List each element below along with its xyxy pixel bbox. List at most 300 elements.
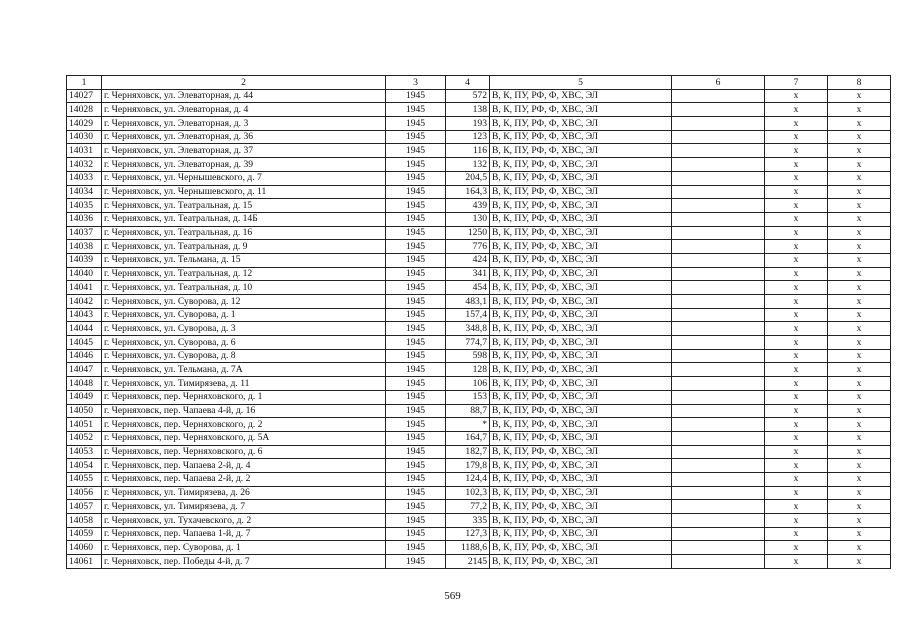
cell-utilities: В, К, ПУ, РФ, Ф, ХВС, ЭЛ	[490, 103, 672, 117]
cell-address: г. Черняховск, ул. Элеваторная, д. 39	[102, 158, 386, 172]
cell-utilities: В, К, ПУ, РФ, Ф, ХВС, ЭЛ	[490, 117, 672, 131]
cell-address: г. Черняховск, ул. Тельмана, д. 15	[102, 253, 386, 267]
cell-column-7: х	[765, 103, 828, 117]
cell-utilities: В, К, ПУ, РФ, Ф, ХВС, ЭЛ	[490, 267, 672, 281]
cell-address: г. Черняховск, ул. Театральная, д. 9	[102, 240, 386, 254]
cell-column-7: х	[765, 390, 828, 404]
cell-column-6	[672, 445, 765, 459]
column-header-4: 4	[446, 76, 490, 90]
cell-column-6	[672, 199, 765, 213]
cell-column-8: х	[828, 226, 891, 240]
cell-column-6	[672, 89, 765, 103]
cell-column-6	[672, 514, 765, 528]
cell-column-7: х	[765, 555, 828, 569]
cell-year: 1945	[386, 253, 446, 267]
cell-record-number: 14038	[67, 240, 102, 254]
column-header-7: 7	[765, 76, 828, 90]
cell-year: 1945	[386, 130, 446, 144]
cell-record-number: 14042	[67, 295, 102, 309]
cell-year: 1945	[386, 500, 446, 514]
cell-area: 776	[446, 240, 490, 254]
table-row	[67, 185, 891, 199]
cell-area: 153	[446, 390, 490, 404]
cell-record-number: 14041	[67, 281, 102, 295]
cell-column-7: х	[765, 377, 828, 391]
cell-utilities: В, К, ПУ, РФ, Ф, ХВС, ЭЛ	[490, 158, 672, 172]
cell-column-7: х	[765, 431, 828, 445]
cell-area: 774,7	[446, 336, 490, 350]
cell-address: г. Черняховск, ул. Театральная, д. 15	[102, 199, 386, 213]
column-header-8: 8	[828, 76, 891, 90]
cell-year: 1945	[386, 336, 446, 350]
table-row	[67, 459, 891, 473]
cell-column-7: х	[765, 240, 828, 254]
cell-record-number: 14040	[67, 267, 102, 281]
cell-column-7: х	[765, 472, 828, 486]
cell-area: *	[446, 418, 490, 432]
cell-column-7: х	[765, 527, 828, 541]
cell-utilities: В, К, ПУ, РФ, Ф, ХВС, ЭЛ	[490, 322, 672, 336]
cell-area: 102,3	[446, 486, 490, 500]
cell-address: г. Черняховск, ул. Суворова, д. 12	[102, 295, 386, 309]
cell-address: г. Черняховск, пер. Чапаева 2-й, д. 2	[102, 472, 386, 486]
cell-address: г. Черняховск, пер. Чапаева 2-й, д. 4	[102, 459, 386, 473]
cell-column-8: х	[828, 418, 891, 432]
cell-record-number: 14028	[67, 103, 102, 117]
column-header-2: 2	[102, 76, 386, 90]
cell-address: г. Черняховск, пер. Черняховского, д. 1	[102, 390, 386, 404]
cell-year: 1945	[386, 363, 446, 377]
cell-area: 138	[446, 103, 490, 117]
cell-column-7: х	[765, 89, 828, 103]
cell-column-6	[672, 541, 765, 555]
cell-record-number: 14058	[67, 514, 102, 528]
cell-column-8: х	[828, 336, 891, 350]
cell-year: 1945	[386, 390, 446, 404]
cell-area: 106	[446, 377, 490, 391]
cell-record-number: 14030	[67, 130, 102, 144]
cell-year: 1945	[386, 89, 446, 103]
cell-record-number: 14039	[67, 253, 102, 267]
cell-area: 130	[446, 212, 490, 226]
table-row	[67, 89, 891, 103]
cell-column-6	[672, 555, 765, 569]
cell-column-8: х	[828, 363, 891, 377]
table-row	[67, 295, 891, 309]
cell-area: 1188,6	[446, 541, 490, 555]
cell-column-6	[672, 404, 765, 418]
register-table	[66, 75, 891, 569]
cell-utilities: В, К, ПУ, РФ, Ф, ХВС, ЭЛ	[490, 527, 672, 541]
cell-utilities: В, К, ПУ, РФ, Ф, ХВС, ЭЛ	[490, 130, 672, 144]
cell-column-8: х	[828, 117, 891, 131]
cell-column-8: х	[828, 295, 891, 309]
cell-column-8: х	[828, 89, 891, 103]
cell-utilities: В, К, ПУ, РФ, Ф, ХВС, ЭЛ	[490, 472, 672, 486]
table-row	[67, 541, 891, 555]
cell-column-7: х	[765, 267, 828, 281]
table-row	[67, 281, 891, 295]
cell-year: 1945	[386, 472, 446, 486]
cell-record-number: 14045	[67, 336, 102, 350]
cell-column-7: х	[765, 199, 828, 213]
table-row	[67, 253, 891, 267]
cell-utilities: В, К, ПУ, РФ, Ф, ХВС, ЭЛ	[490, 253, 672, 267]
cell-column-8: х	[828, 308, 891, 322]
cell-area: 335	[446, 514, 490, 528]
cell-column-7: х	[765, 445, 828, 459]
cell-year: 1945	[386, 117, 446, 131]
cell-column-7: х	[765, 336, 828, 350]
cell-year: 1945	[386, 240, 446, 254]
cell-utilities: В, К, ПУ, РФ, Ф, ХВС, ЭЛ	[490, 89, 672, 103]
cell-record-number: 14046	[67, 349, 102, 363]
cell-utilities: В, К, ПУ, РФ, Ф, ХВС, ЭЛ	[490, 144, 672, 158]
cell-record-number: 14036	[67, 212, 102, 226]
cell-record-number: 14049	[67, 390, 102, 404]
cell-column-8: х	[828, 144, 891, 158]
cell-column-6	[672, 185, 765, 199]
cell-address: г. Черняховск, пер. Черняховского, д. 6	[102, 445, 386, 459]
cell-column-8: х	[828, 514, 891, 528]
cell-utilities: В, К, ПУ, РФ, Ф, ХВС, ЭЛ	[490, 336, 672, 350]
cell-area: 179,8	[446, 459, 490, 473]
column-header-3: 3	[386, 76, 446, 90]
cell-column-7: х	[765, 459, 828, 473]
cell-year: 1945	[386, 459, 446, 473]
cell-address: г. Черняховск, ул. Тимирязева, д. 7	[102, 500, 386, 514]
cell-column-6	[672, 377, 765, 391]
cell-address: г. Черняховск, ул. Суворова, д. 1	[102, 308, 386, 322]
cell-address: г. Черняховск, ул. Театральная, д. 10	[102, 281, 386, 295]
cell-column-6	[672, 267, 765, 281]
table-row	[67, 418, 891, 432]
cell-utilities: В, К, ПУ, РФ, Ф, ХВС, ЭЛ	[490, 404, 672, 418]
table-row	[67, 486, 891, 500]
cell-column-6	[672, 527, 765, 541]
cell-area: 424	[446, 253, 490, 267]
cell-column-8: х	[828, 171, 891, 185]
cell-utilities: В, К, ПУ, РФ, Ф, ХВС, ЭЛ	[490, 459, 672, 473]
cell-utilities: В, К, ПУ, РФ, Ф, ХВС, ЭЛ	[490, 377, 672, 391]
cell-column-7: х	[765, 322, 828, 336]
cell-year: 1945	[386, 308, 446, 322]
cell-column-6	[672, 322, 765, 336]
cell-column-7: х	[765, 171, 828, 185]
cell-record-number: 14053	[67, 445, 102, 459]
cell-column-6	[672, 336, 765, 350]
cell-area: 182,7	[446, 445, 490, 459]
table-row	[67, 555, 891, 569]
table-body	[67, 89, 891, 568]
table-row	[67, 103, 891, 117]
cell-utilities: В, К, ПУ, РФ, Ф, ХВС, ЭЛ	[490, 171, 672, 185]
cell-year: 1945	[386, 212, 446, 226]
page-number: 569	[444, 590, 461, 602]
cell-record-number: 14060	[67, 541, 102, 555]
cell-column-6	[672, 500, 765, 514]
cell-record-number: 14029	[67, 117, 102, 131]
table-row	[67, 322, 891, 336]
cell-column-7: х	[765, 212, 828, 226]
cell-utilities: В, К, ПУ, РФ, Ф, ХВС, ЭЛ	[490, 308, 672, 322]
cell-column-8: х	[828, 281, 891, 295]
cell-utilities: В, К, ПУ, РФ, Ф, ХВС, ЭЛ	[490, 226, 672, 240]
cell-column-8: х	[828, 253, 891, 267]
table-row	[67, 226, 891, 240]
cell-year: 1945	[386, 514, 446, 528]
cell-area: 123	[446, 130, 490, 144]
cell-column-8: х	[828, 212, 891, 226]
cell-record-number: 14031	[67, 144, 102, 158]
cell-address: г. Черняховск, ул. Суворова, д. 8	[102, 349, 386, 363]
cell-year: 1945	[386, 267, 446, 281]
cell-record-number: 14048	[67, 377, 102, 391]
cell-utilities: В, К, ПУ, РФ, Ф, ХВС, ЭЛ	[490, 281, 672, 295]
cell-column-8: х	[828, 130, 891, 144]
cell-column-6	[672, 144, 765, 158]
cell-column-8: х	[828, 527, 891, 541]
cell-column-7: х	[765, 363, 828, 377]
table-row	[67, 472, 891, 486]
cell-column-8: х	[828, 555, 891, 569]
cell-address: г. Черняховск, ул. Тимирязева, д. 26	[102, 486, 386, 500]
cell-address: г. Черняховск, ул. Чернышевского, д. 7	[102, 171, 386, 185]
cell-column-8: х	[828, 459, 891, 473]
cell-column-6	[672, 308, 765, 322]
cell-year: 1945	[386, 349, 446, 363]
cell-column-7: х	[765, 541, 828, 555]
cell-area: 164,3	[446, 185, 490, 199]
cell-column-8: х	[828, 185, 891, 199]
cell-column-7: х	[765, 226, 828, 240]
cell-column-7: х	[765, 514, 828, 528]
cell-utilities: В, К, ПУ, РФ, Ф, ХВС, ЭЛ	[490, 363, 672, 377]
cell-record-number: 14035	[67, 199, 102, 213]
cell-record-number: 14027	[67, 89, 102, 103]
column-header-5: 5	[490, 76, 672, 90]
cell-address: г. Черняховск, ул. Театральная, д. 16	[102, 226, 386, 240]
cell-column-6	[672, 171, 765, 185]
cell-column-8: х	[828, 267, 891, 281]
cell-year: 1945	[386, 226, 446, 240]
table-row	[67, 199, 891, 213]
cell-area: 454	[446, 281, 490, 295]
cell-address: г. Черняховск, пер. Чапаева 1-й, д. 7	[102, 527, 386, 541]
cell-utilities: В, К, ПУ, РФ, Ф, ХВС, ЭЛ	[490, 500, 672, 514]
table-row	[67, 158, 891, 172]
table-row	[67, 445, 891, 459]
cell-utilities: В, К, ПУ, РФ, Ф, ХВС, ЭЛ	[490, 431, 672, 445]
cell-utilities: В, К, ПУ, РФ, Ф, ХВС, ЭЛ	[490, 185, 672, 199]
cell-year: 1945	[386, 144, 446, 158]
cell-year: 1945	[386, 295, 446, 309]
cell-column-6	[672, 130, 765, 144]
cell-column-6	[672, 390, 765, 404]
cell-column-6	[672, 253, 765, 267]
cell-column-7: х	[765, 130, 828, 144]
cell-column-6	[672, 459, 765, 473]
cell-year: 1945	[386, 527, 446, 541]
cell-column-6	[672, 117, 765, 131]
table-row	[67, 363, 891, 377]
cell-column-8: х	[828, 390, 891, 404]
cell-utilities: В, К, ПУ, РФ, Ф, ХВС, ЭЛ	[490, 199, 672, 213]
cell-record-number: 14056	[67, 486, 102, 500]
table-row	[67, 308, 891, 322]
table-row	[67, 171, 891, 185]
cell-year: 1945	[386, 199, 446, 213]
cell-utilities: В, К, ПУ, РФ, Ф, ХВС, ЭЛ	[490, 445, 672, 459]
cell-address: г. Черняховск, ул. Суворова, д. 3	[102, 322, 386, 336]
cell-address: г. Черняховск, пер. Суворова, д. 1	[102, 541, 386, 555]
cell-year: 1945	[386, 158, 446, 172]
cell-utilities: В, К, ПУ, РФ, Ф, ХВС, ЭЛ	[490, 541, 672, 555]
cell-column-8: х	[828, 486, 891, 500]
cell-column-8: х	[828, 199, 891, 213]
cell-record-number: 14032	[67, 158, 102, 172]
cell-column-7: х	[765, 158, 828, 172]
cell-address: г. Черняховск, ул. Элеваторная, д. 3	[102, 117, 386, 131]
cell-area: 483,1	[446, 295, 490, 309]
cell-column-7: х	[765, 144, 828, 158]
cell-column-8: х	[828, 322, 891, 336]
cell-column-8: х	[828, 349, 891, 363]
cell-address: г. Черняховск, ул. Театральная, д. 12	[102, 267, 386, 281]
cell-area: 77,2	[446, 500, 490, 514]
cell-year: 1945	[386, 445, 446, 459]
table-row	[67, 514, 891, 528]
table-row	[67, 500, 891, 514]
cell-area: 157,4	[446, 308, 490, 322]
cell-column-7: х	[765, 500, 828, 514]
cell-column-6	[672, 418, 765, 432]
cell-area: 598	[446, 349, 490, 363]
cell-record-number: 14059	[67, 527, 102, 541]
cell-year: 1945	[386, 431, 446, 445]
cell-column-7: х	[765, 308, 828, 322]
cell-year: 1945	[386, 281, 446, 295]
cell-column-8: х	[828, 472, 891, 486]
cell-record-number: 14050	[67, 404, 102, 418]
cell-address: г. Черняховск, ул. Элеваторная, д. 37	[102, 144, 386, 158]
cell-column-6	[672, 158, 765, 172]
cell-year: 1945	[386, 322, 446, 336]
cell-utilities: В, К, ПУ, РФ, Ф, ХВС, ЭЛ	[490, 295, 672, 309]
column-header-6: 6	[672, 76, 765, 90]
cell-address: г. Черняховск, ул. Тимирязева, д. 11	[102, 377, 386, 391]
table-row	[67, 144, 891, 158]
cell-column-8: х	[828, 103, 891, 117]
cell-utilities: В, К, ПУ, РФ, Ф, ХВС, ЭЛ	[490, 349, 672, 363]
cell-address: г. Черняховск, ул. Суворова, д. 6	[102, 336, 386, 350]
cell-utilities: В, К, ПУ, РФ, Ф, ХВС, ЭЛ	[490, 212, 672, 226]
cell-area: 1250	[446, 226, 490, 240]
cell-utilities: В, К, ПУ, РФ, Ф, ХВС, ЭЛ	[490, 418, 672, 432]
cell-column-6	[672, 212, 765, 226]
cell-utilities: В, К, ПУ, РФ, Ф, ХВС, ЭЛ	[490, 514, 672, 528]
table-row	[67, 349, 891, 363]
cell-area: 2145	[446, 555, 490, 569]
column-header-1: 1	[67, 76, 102, 90]
cell-column-6	[672, 281, 765, 295]
cell-year: 1945	[386, 555, 446, 569]
cell-record-number: 14061	[67, 555, 102, 569]
cell-address: г. Черняховск, ул. Чернышевского, д. 11	[102, 185, 386, 199]
cell-column-8: х	[828, 445, 891, 459]
cell-address: г. Черняховск, пер. Черняховского, д. 5А	[102, 431, 386, 445]
cell-address: г. Черняховск, ул. Элеваторная, д. 44	[102, 89, 386, 103]
cell-column-7: х	[765, 295, 828, 309]
cell-year: 1945	[386, 103, 446, 117]
cell-address: г. Черняховск, пер. Чапаева 4-й, д. 16	[102, 404, 386, 418]
cell-column-6	[672, 103, 765, 117]
cell-year: 1945	[386, 418, 446, 432]
table-row	[67, 117, 891, 131]
cell-column-7: х	[765, 117, 828, 131]
cell-column-6	[672, 363, 765, 377]
cell-column-8: х	[828, 377, 891, 391]
table-row	[67, 527, 891, 541]
cell-area: 127,3	[446, 527, 490, 541]
cell-address: г. Черняховск, ул. Тухачевского, д. 2	[102, 514, 386, 528]
table-row	[67, 130, 891, 144]
cell-column-8: х	[828, 158, 891, 172]
cell-area: 88,7	[446, 404, 490, 418]
cell-record-number: 14052	[67, 431, 102, 445]
cell-record-number: 14047	[67, 363, 102, 377]
cell-column-7: х	[765, 281, 828, 295]
cell-utilities: В, К, ПУ, РФ, Ф, ХВС, ЭЛ	[490, 390, 672, 404]
cell-year: 1945	[386, 377, 446, 391]
cell-record-number: 14033	[67, 171, 102, 185]
cell-address: г. Черняховск, ул. Элеваторная, д. 4	[102, 103, 386, 117]
cell-column-6	[672, 226, 765, 240]
cell-year: 1945	[386, 541, 446, 555]
table-row	[67, 404, 891, 418]
cell-column-6	[672, 486, 765, 500]
table-header-row	[67, 76, 891, 90]
cell-column-8: х	[828, 404, 891, 418]
cell-column-8: х	[828, 240, 891, 254]
cell-area: 132	[446, 158, 490, 172]
cell-address: г. Черняховск, ул. Тельмана, д. 7А	[102, 363, 386, 377]
table-row	[67, 390, 891, 404]
cell-column-6	[672, 295, 765, 309]
cell-column-6	[672, 240, 765, 254]
cell-area: 124,4	[446, 472, 490, 486]
cell-column-7: х	[765, 404, 828, 418]
cell-record-number: 14037	[67, 226, 102, 240]
cell-column-6	[672, 472, 765, 486]
cell-area: 164,7	[446, 431, 490, 445]
cell-record-number: 14051	[67, 418, 102, 432]
cell-year: 1945	[386, 171, 446, 185]
cell-utilities: В, К, ПУ, РФ, Ф, ХВС, ЭЛ	[490, 486, 672, 500]
cell-record-number: 14054	[67, 459, 102, 473]
cell-column-7: х	[765, 349, 828, 363]
cell-utilities: В, К, ПУ, РФ, Ф, ХВС, ЭЛ	[490, 240, 672, 254]
table-row	[67, 336, 891, 350]
cell-column-7: х	[765, 418, 828, 432]
table-row	[67, 240, 891, 254]
cell-column-8: х	[828, 431, 891, 445]
cell-address: г. Черняховск, пер. Черняховского, д. 2	[102, 418, 386, 432]
cell-column-8: х	[828, 541, 891, 555]
cell-address: г. Черняховск, пер. Победы 4-й, д. 7	[102, 555, 386, 569]
cell-year: 1945	[386, 185, 446, 199]
cell-record-number: 14055	[67, 472, 102, 486]
